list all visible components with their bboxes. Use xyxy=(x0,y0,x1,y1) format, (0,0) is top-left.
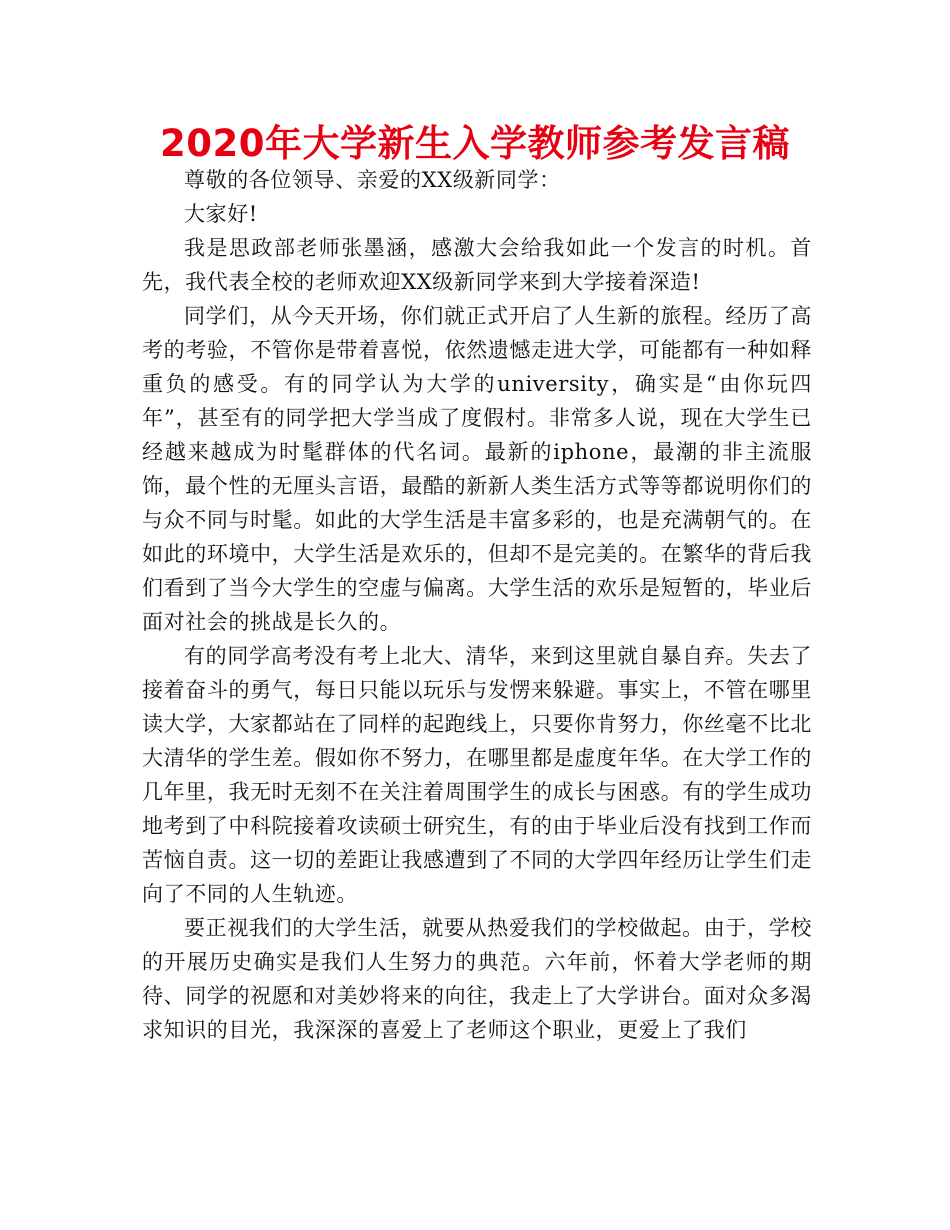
salutation-paragraph: 尊敬的各位领导、亲爱的XX级新同学： xyxy=(184,168,561,192)
body-paragraph: 有的同学高考没有考上北大、清华，来到这里就自暴自弃。失去了接着奋斗的勇气，每日只能以玩乐与发愣来躲避。事实上，不管在哪里读大学，大家都站在了同样的起跑线上，只要你肯努力，你丝毫不比北大清华的学生差。假如你不努力，在哪里都是虚度年华。在大学工作的几年里，我无时无刻不在关注着周围学生的成长与困惑。有的学生成功地考到了中科院接着攻读硕士研究生，有的由于毕业后没有找到工作而苦恼自责。这一切的差距让我感遭到了不同的大学四年经历让学生们走向了不同的人生轨迹。 xyxy=(142,644,812,906)
document-body xyxy=(142,163,812,1047)
body-paragraph: 要正视我们的大学生活，就要从热爱我们的学校做起。由于，学校的开展历史确实是我们人生努力的典范。六年前，怀着大学老师的期待、同学的祝愿和对美妙将来的向往，我走上了大学讲台。面对众多渴求知识的目光，我深深的喜爱上了老师这个职业，更爱上了我们 xyxy=(142,916,812,1042)
greeting-paragraph: 大家好! xyxy=(184,202,258,226)
body-paragraph: 同学们，从今天开场，你们就正式开启了人生新的旅程。经历了高考的考验，不管你是带着喜悦，依然遗憾走进大学，可能都有一种如释重负的感受。有的同学认为大学的university，确实是“由你玩四年”，甚至有的同学把大学当成了度假村。非常多人说，现在大学生已经越来越成为时髦群体的代名词。最新的iphone，最潮的非主流服饰，最个性的无厘头言语，最酷的新新人类生活方式等等都说明你们的与众不同与时髦。如此的大学生活是丰富多彩的，也是充满朝气的。在如此的环境中，大学生活是欢乐的，但却不是完美的。在繁华的背后我们看到了当今大学生的空虚与偏离。大学生活的欢乐是短暂的，毕业后面对社会的挑战是长久的。 xyxy=(142,304,812,634)
document-title: 2020年大学新生入学教师参考发言稿 xyxy=(160,122,790,165)
body-paragraph: 我是思政部老师张墨涵，感激大会给我如此一个发言的时机。首先，我代表全校的老师欢迎XX级新同学来到大学接着深造! xyxy=(142,236,812,294)
